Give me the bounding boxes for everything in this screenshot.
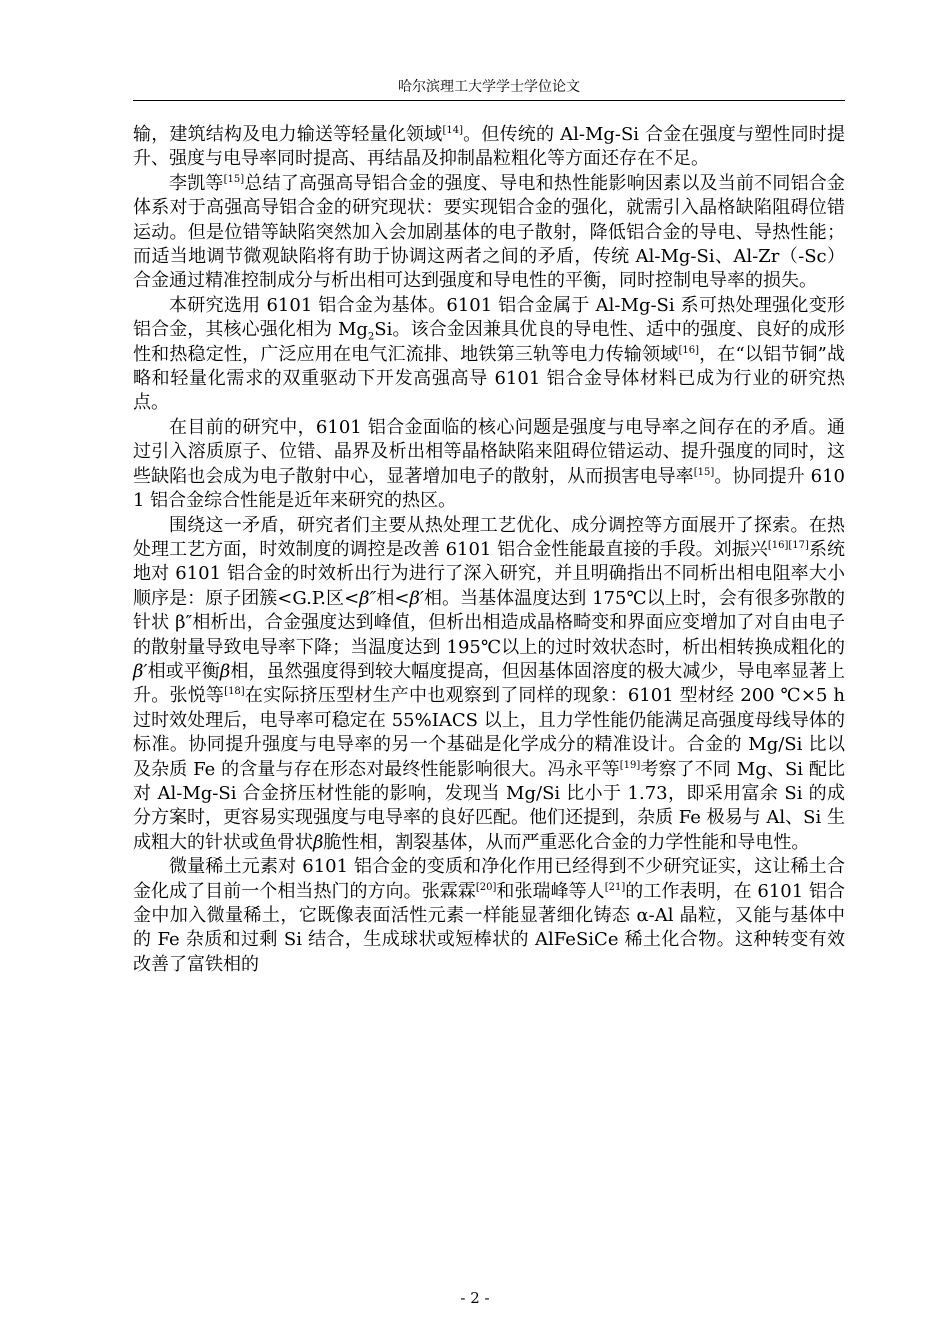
text-run: 本研究选用 6101 铝合金为基体。6101 铝合金属于 Al-Mg-Si 系可热处理强化变形铝合金，其核心强化相为 Mg — [133, 294, 845, 341]
text-run: ，在“以铝节铜”战略和轻量化需求的双重驱动下开发高强高导 6101 铝合金导体材料已成为行业的研究热点。 — [133, 343, 846, 414]
text-run: 在实际挤压型材生产中也观察到了同样的现象：6101 型材经 200 ℃×5 h 过时效处理后，电导率可稳定在 55%IACS 以上，且力学性能仍能满足高强度母线导体的标准。协同提升强度与电导率的另一个基础是化学成分的精准设计。合金的 Mg/Si 比以及杂质 Fe 的含量与存在形态对最终性能影响很大。冯永平等 — [133, 685, 846, 780]
running-header: 哈尔滨理工大学学士学位论文 — [398, 79, 580, 95]
text-run: 微量稀土元素对 6101 铝合金的变质和净化作用已经得到不少研究证实，这让稀土合金化成了目前一个相当热门的方向。张霖霖 — [133, 856, 845, 902]
header-rule — [133, 100, 845, 101]
citation-ref: [15] — [693, 466, 715, 478]
subscript: 2 — [367, 331, 375, 343]
text-run: 在目前的研究中，6101 铝合金面临的核心问题是强度与电导率之间存在的矛盾。通过引入溶质原子、位错、晶界及析出相等晶格缺陷来阻碍位错运动、提升强度的同时，这些缺陷也会成为电子散射中心，显著增加电子的散射，从而损害电导率 — [133, 416, 845, 487]
text-run: 相或平衡 — [147, 660, 220, 682]
paragraph — [133, 294, 845, 416]
citation-ref: [20] — [475, 881, 497, 893]
italic-symbol: β″ — [359, 587, 377, 609]
citation-ref: [16] — [678, 344, 699, 356]
text-run: 系统地对 6101 铝合金的时效析出行为进行了深入研究，并且明确指出不同析出相电阻率大小顺序是：原子团簇<G.P.区< — [133, 538, 845, 609]
citation-ref: [16][17] — [767, 539, 809, 551]
italic-symbol: β — [313, 831, 324, 853]
text-run: 和张瑞峰等人 — [496, 880, 605, 902]
text-run: 的工作表明，在 6101 铝合金中加入微量稀土，它既像表面活性元素一样能显著细化铸态 α-Al 晶粒，又能与基体中的 Fe 杂质和过剩 Si 结合，生成球状或短棒状的 AlFeSiCe 稀土化合物。这种转变有效改善了富铁相的 — [133, 880, 845, 975]
citation-ref: [15] — [223, 173, 245, 185]
citation-ref: [19] — [619, 759, 641, 771]
citation-ref: [18] — [224, 686, 245, 698]
italic-symbol: β′ — [409, 587, 424, 609]
text-run: 相，虽然强度得到较大幅度提高，但因基体固溶度的极大减少，导电率显著上升。张悦等 — [133, 660, 846, 707]
text-run: 考察了不同 Mg、Si 配比对 Al-Mg-Si 合金挤压材性能的影响，发现当 Mg/Si 比小于 1.73，即采用富余 Si 的成分方案时，更容易实现强度与电导率的良好匹配。他们还提到，杂质 Fe 极易与 Al、Si 生成粗大的针状或鱼骨状 — [133, 758, 846, 853]
text-run: 相。当基体温度达到 175℃以上时，会有很多弥散的针状 β″相析出，合金强度达到峰值，但析出相造成晶格畸变和界面应变增加了对自由电子的散射量导致电导率下降；当温度达到 195℃以上的过时效状态时，析出相转换成粗化的 — [133, 587, 845, 658]
text-run: 李凯等 — [169, 172, 224, 194]
page-number: - 2 - — [460, 1289, 490, 1307]
body-text — [133, 123, 845, 977]
text-run: 总结了高强高导铝合金的强度、导电和热性能影响因素以及当前不同铝合金体系对于高强高导铝合金的研究现状：要实现铝合金的强化，就需引入晶格缺陷阻碍位错运动。但是位错等缺陷突然加入会加剧基体的电子散射，降低铝合金的导电、导热性能；而适当地调节微观缺陷将有助于协调这两者之间的矛盾，传统 Al-Mg-Si、Al-Zr（-Sc）合金通过精准控制成分与析出相可达到强度和导电性的平衡，同时控制电导率的损失。 — [133, 172, 845, 292]
text-run: 。但传统的 Al-Mg-Si 合金在强度与塑性同时提升、强度与电导率同时提高、再结晶及抑制晶粒粗化等方面还存在不足。 — [133, 124, 846, 170]
text-run: 。协同提升 6101 铝合金综合性能是近年来研究的热区。 — [133, 465, 845, 512]
text-run: 围绕这一矛盾，研究者们主要从热处理工艺优化、成分调控等方面展开了探索。在热处理工艺方面，时效制度的调控是改善 6101 铝合金性能最直接的手段。刘振兴 — [133, 514, 845, 560]
paragraph — [133, 172, 845, 294]
italic-symbol: β′ — [133, 660, 148, 682]
text-run: 相< — [376, 587, 410, 609]
paragraph — [133, 514, 845, 856]
paragraph — [133, 855, 845, 977]
italic-symbol: β — [219, 660, 231, 682]
citation-ref: [21] — [604, 881, 626, 893]
text-run: Si。该合金因兼具优良的导电性、适中的强度、良好的成形性和热稳定性，广泛应用在电气汇流排、地铁第三轨等电力传输领域 — [133, 319, 845, 365]
text-run: 脆性相，割裂基体，从而严重恶化合金的力学性能和导电性。 — [323, 831, 810, 853]
paragraph — [133, 416, 845, 514]
citation-ref: [14] — [442, 125, 463, 136]
paragraph — [133, 123, 845, 172]
text-run: 输，建筑结构及电力输送等轻量化领域 — [133, 124, 443, 145]
